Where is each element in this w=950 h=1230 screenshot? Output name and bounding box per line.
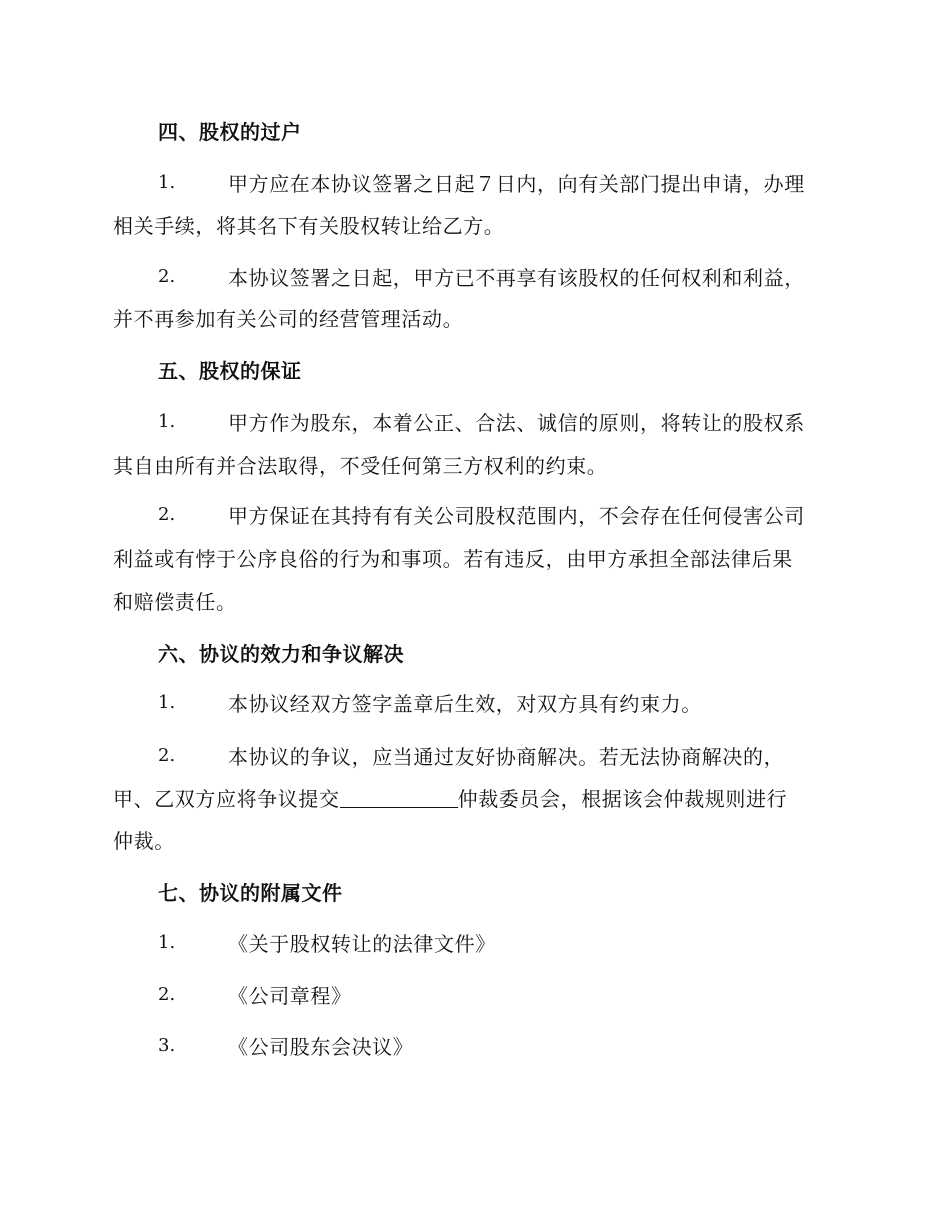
section-heading: 六、协议的效力和争议解决 (158, 642, 404, 666)
paragraph-line: 本协议经双方签字盖章后生效，对双方具有约束力。 (228, 692, 702, 716)
paragraph-line-with-blank (113, 783, 787, 812)
paragraph-line: 仲裁。 (113, 829, 175, 853)
item-number: 1. (158, 932, 176, 953)
item-number: 2. (158, 984, 176, 1005)
section-heading: 七、协议的附属文件 (158, 881, 343, 905)
paragraph-line: 其自由所有并合法取得，不受任何第三方权利的约束。 (113, 454, 608, 478)
paragraph-line: 利益或有悖于公序良俗的行为和事项。若有违反，由甲方承担全部法律后果 (113, 547, 793, 571)
paragraph-line: 和赔偿责任。 (113, 590, 237, 614)
paragraph-text: 甲、乙双方应将争议提交 (113, 787, 340, 811)
section-heading: 四、股权的过户 (158, 120, 302, 144)
section-heading: 五、股权的保证 (158, 359, 302, 383)
item-number: 2. (158, 504, 176, 525)
item-number: 3. (158, 1035, 176, 1056)
paragraph-line: 相关手续，将其名下有关股权转让给乙方。 (113, 214, 505, 238)
item-number: 2. (158, 745, 176, 766)
paragraph-text: 仲裁委员会，根据该会仲裁规则进行 (457, 787, 788, 811)
paragraph-line: 并不再参加有关公司的经营管理活动。 (113, 307, 464, 331)
item-number: 1. (158, 692, 176, 713)
item-number: 2. (158, 266, 176, 287)
item-number: 1. (158, 172, 176, 193)
paragraph-line: 甲方作为股东，本着公正、合法、诚信的原则，将转让的股权系 (228, 411, 805, 435)
paragraph-line: 甲方应在本协议签署之日起７日内，向有关部门提出申请，办理 (228, 172, 805, 196)
attachment-title: 《公司章程》 (228, 984, 352, 1008)
paragraph-line: 本协议的争议，应当通过友好协商解决。若无法协商解决的， (228, 745, 785, 769)
item-number: 1. (158, 411, 176, 432)
fill-in-blank (340, 787, 458, 808)
paragraph-line: 甲方保证在其持有有关公司股权范围内，不会存在任何侵害公司 (228, 504, 805, 528)
attachment-title: 《关于股权转让的法律文件》 (228, 932, 496, 956)
attachment-title: 《公司股东会决议》 (228, 1035, 414, 1059)
paragraph-line: 本协议签署之日起，甲方已不再享有该股权的任何权利和利益， (228, 266, 805, 290)
